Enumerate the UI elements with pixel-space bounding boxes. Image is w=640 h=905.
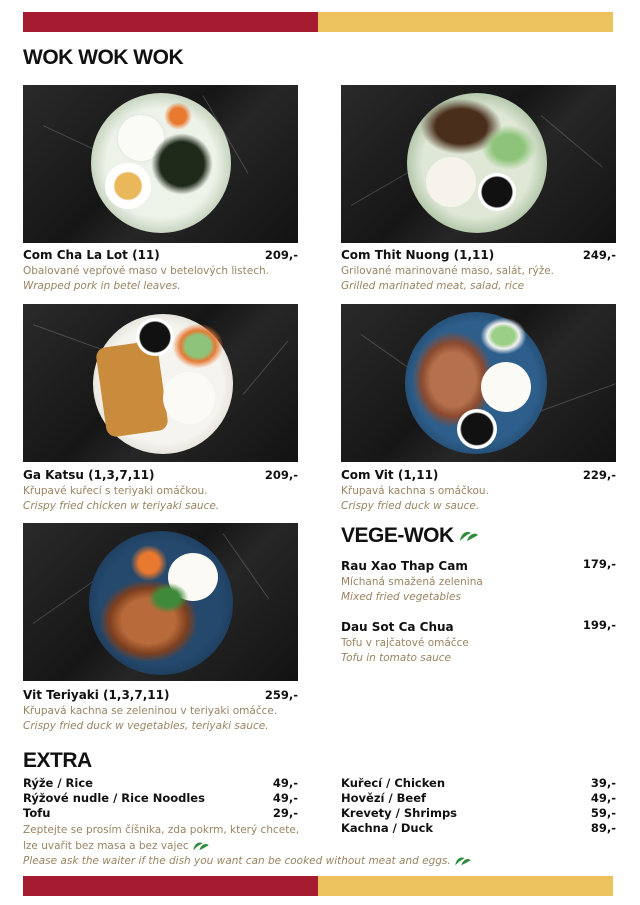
dish-photo-com-vit <box>341 304 616 462</box>
dish-description-cz: Míchaná smažená zelenina <box>341 576 483 588</box>
dish-description-cz: Křupavé kuřecí s teriyaki omáčkou. <box>23 485 208 497</box>
dish-description-en: Mixed fried vegetables <box>341 591 461 603</box>
leaf-icon <box>192 840 210 852</box>
dish-price: 209,- <box>264 248 298 262</box>
extra-item-price: 89,- <box>590 821 616 835</box>
extra-item-price: 49,- <box>272 791 298 805</box>
dish-price: 179,- <box>582 557 616 571</box>
dish-description-en: Crispy fried duck w vegetables, teriyaki sauce. <box>23 720 269 732</box>
extra-item-label: Rýže / Rice <box>23 776 93 790</box>
vegetarian-note-cz-line2 <box>23 840 210 852</box>
extra-item-price: 39,- <box>590 776 616 790</box>
dish-photo-ga-katsu <box>23 304 298 462</box>
extra-item-label: Kachna / Duck <box>341 821 434 835</box>
dish-name: Com Vit (1,11) <box>341 468 439 482</box>
extra-item-price: 49,- <box>590 791 616 805</box>
extra-item-label: Kuřecí / Chicken <box>341 776 446 790</box>
vege-title-text: VEGE-WOK <box>341 524 454 547</box>
dish-price: 209,- <box>264 468 298 482</box>
extra-item-label: Rýžové nudle / Rice Noodles <box>23 791 205 805</box>
dish-description-cz: Obalované vepřové maso v betelových listech. <box>23 265 269 277</box>
top-color-bar <box>23 12 613 32</box>
extra-item-price: 59,- <box>590 806 616 820</box>
dish-price: 199,- <box>582 618 616 632</box>
dish-description-en: Wrapped pork in betel leaves. <box>23 280 181 292</box>
vegetarian-note-en <box>23 855 472 867</box>
dish-description-en: Grilled marinated meat, salad, rice <box>341 280 525 292</box>
dish-description-en: Tofu in tomato sauce <box>341 652 452 664</box>
dish-description-cz: Křupavá kachna se zeleninou v teriyaki omáčce. <box>23 705 278 717</box>
dish-price: 249,- <box>582 248 616 262</box>
extra-item-label: Krevety / Shrimps <box>341 806 458 820</box>
dish-description-cz: Tofu v rajčatové omáčce <box>341 637 469 649</box>
extra-item-price: 29,- <box>272 806 298 820</box>
extra-item-label: Hovězí / Beef <box>341 791 427 805</box>
wok-section-title: WOK WOK WOK <box>23 46 184 69</box>
vegetarian-note-cz-line1: Zeptejte se prosím číšnika, zda pokrm, který chcete, <box>23 824 300 836</box>
vegetarian-note-en-text: Please ask the waiter if the dish you want can be cooked without meat and eggs. <box>23 855 451 867</box>
extra-section-title: EXTRA <box>23 749 92 772</box>
dish-price: 259,- <box>264 688 298 702</box>
bottom-color-bar <box>23 876 613 896</box>
dish-photo-vit-teriyaki <box>23 523 298 681</box>
leaf-icon <box>459 529 479 543</box>
dish-description-en: Crispy fried chicken w teriyaki sauce. <box>23 500 220 512</box>
dish-name: Ga Katsu (1,3,7,11) <box>23 468 155 482</box>
vegetarian-note-cz-line2-text: lze uvařit bez masa a bez vajec <box>23 840 189 852</box>
extra-item-price: 49,- <box>272 776 298 790</box>
dish-name: Rau Xao Thap Cam <box>341 559 468 573</box>
dish-name: Vit Teriyaki (1,3,7,11) <box>23 688 170 702</box>
dish-description-cz: Křupavá kachna s omáčkou. <box>341 485 489 497</box>
leaf-icon <box>454 855 472 867</box>
dish-name: Com Cha La Lot (11) <box>23 248 160 262</box>
extra-item-label: Tofu <box>23 806 51 820</box>
dish-photo-com-thit-nuong <box>341 85 616 243</box>
dish-price: 229,- <box>582 468 616 482</box>
dish-description-cz: Grilované marinované maso, salát, rýže. <box>341 265 555 277</box>
dish-photo-com-cha-la-lot <box>23 85 298 243</box>
dish-description-en: Crispy fried duck w sauce. <box>341 500 480 512</box>
dish-name: Com Thit Nuong (1,11) <box>341 248 495 262</box>
vege-section-title <box>341 524 479 548</box>
dish-name: Dau Sot Ca Chua <box>341 620 454 634</box>
